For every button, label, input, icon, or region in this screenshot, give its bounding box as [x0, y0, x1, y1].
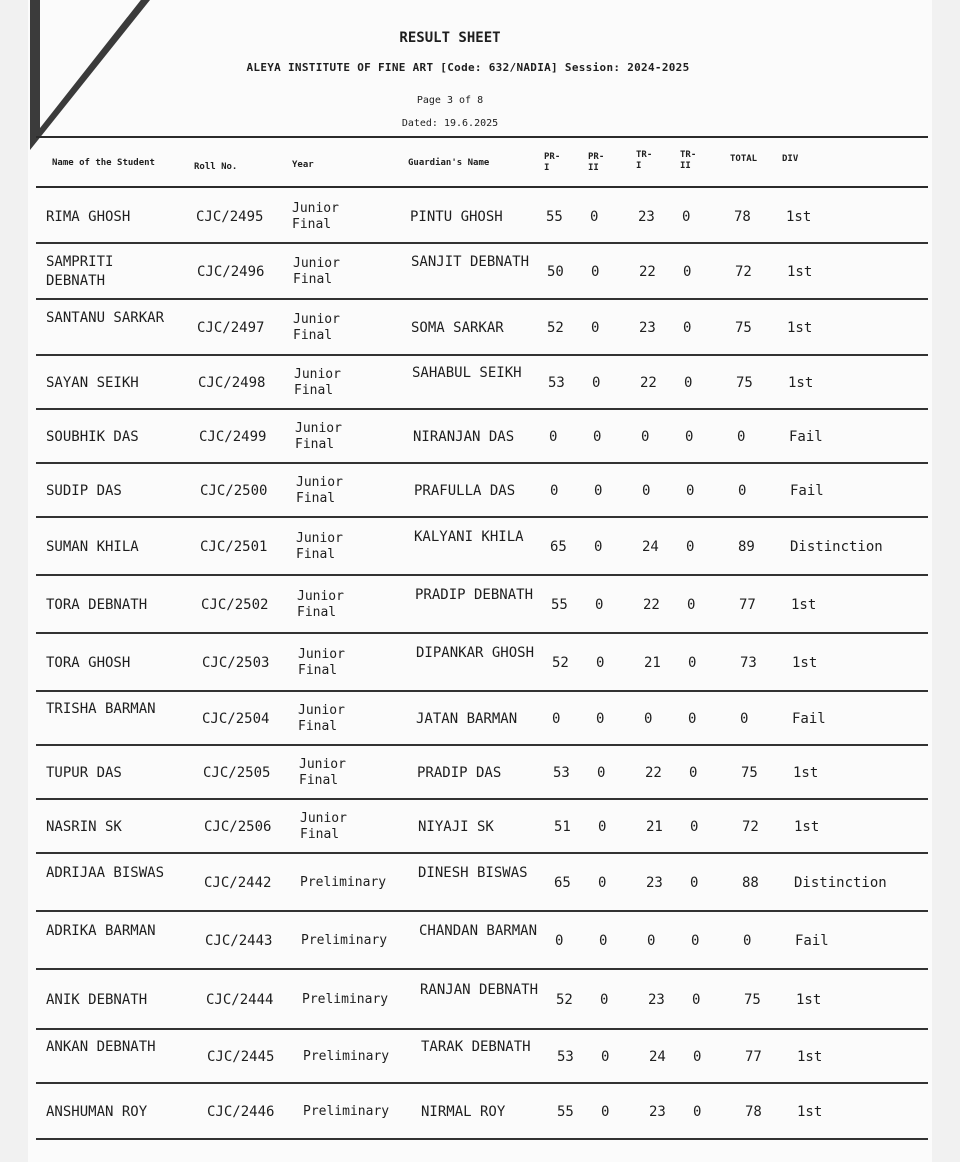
cell-guardian: DINESH BISWAS: [418, 865, 528, 881]
cell-name: RIMA GHOSH: [46, 209, 131, 225]
col-header-year: Year: [292, 160, 314, 170]
cell-total: 0: [743, 933, 752, 949]
cell-tr1: 24: [649, 1049, 666, 1065]
cell-roll: CJC/2502: [201, 597, 269, 613]
cell-pr1: 0: [549, 429, 558, 445]
cell-tr1: 22: [640, 375, 657, 391]
cell-year: Junior Final: [296, 531, 343, 562]
cell-tr1: 21: [644, 655, 661, 671]
cell-pr2: 0: [599, 933, 608, 949]
cell-div: 1st: [797, 1104, 823, 1120]
cell-tr2: 0: [687, 597, 696, 613]
table-row: [0, 970, 960, 1030]
cell-roll: CJC/2443: [205, 933, 273, 949]
cell-div: 1st: [797, 1049, 823, 1065]
cell-name: TORA GHOSH: [46, 655, 131, 671]
cell-roll: CJC/2445: [207, 1049, 275, 1065]
cell-pr1: 0: [555, 933, 564, 949]
cell-year: Preliminary: [303, 1049, 390, 1064]
cell-tr2: 0: [683, 320, 692, 336]
cell-pr1: 52: [556, 992, 573, 1008]
cell-guardian: JATAN BARMAN: [416, 711, 518, 727]
cell-pr2: 0: [598, 875, 607, 891]
cell-tr2: 0: [685, 429, 694, 445]
col-header-div: DIV: [782, 154, 799, 164]
cell-pr2: 0: [591, 320, 600, 336]
cell-guardian: RANJAN DEBNATH: [420, 982, 539, 998]
cell-total: 0: [738, 483, 747, 499]
cell-tr2: 0: [690, 819, 699, 835]
table-row: [0, 410, 960, 464]
cell-total: 78: [745, 1104, 762, 1120]
cell-pr2: 0: [594, 539, 603, 555]
col-header-total: TOTAL: [730, 154, 758, 164]
cell-pr2: 0: [594, 483, 603, 499]
cell-name: ADRIKA BARMAN: [46, 923, 156, 939]
cell-name: ANKAN DEBNATH: [46, 1039, 156, 1055]
cell-name: ANIK DEBNATH: [46, 992, 148, 1008]
cell-name: SANTANU SARKAR: [46, 310, 165, 326]
cell-year: Junior Final: [293, 256, 340, 287]
sheet-title: RESULT SHEET: [399, 30, 501, 46]
col-header-guardian: Guardian's Name: [408, 158, 490, 168]
cell-guardian: NIRANJAN DAS: [413, 429, 515, 445]
cell-roll: CJC/2442: [204, 875, 272, 891]
cell-year: Junior Final: [298, 647, 345, 678]
cell-tr2: 0: [690, 875, 699, 891]
cell-pr2: 0: [601, 1104, 610, 1120]
cell-tr2: 0: [688, 655, 697, 671]
table-row: [0, 1084, 960, 1140]
cell-guardian: NIYAJI SK: [418, 819, 494, 835]
cell-tr1: 23: [639, 320, 656, 336]
cell-pr2: 0: [600, 992, 609, 1008]
cell-roll: CJC/2498: [198, 375, 266, 391]
cell-pr1: 55: [557, 1104, 574, 1120]
cell-pr1: 53: [548, 375, 565, 391]
cell-guardian: TARAK DEBNATH: [421, 1039, 531, 1055]
table-row: [0, 854, 960, 912]
cell-tr1: 22: [639, 264, 656, 280]
cell-name: TUPUR DAS: [46, 765, 122, 781]
cell-pr2: 0: [597, 765, 606, 781]
cell-total: 77: [739, 597, 756, 613]
table-row: [0, 912, 960, 970]
cell-div: 1st: [787, 320, 813, 336]
cell-div: 1st: [791, 597, 817, 613]
cell-total: 72: [742, 819, 759, 835]
cell-year: Junior Final: [299, 757, 346, 788]
header-top-rule: [36, 136, 928, 138]
cell-roll: CJC/2500: [200, 483, 268, 499]
table-row: [0, 190, 960, 244]
table-row: [0, 464, 960, 518]
cell-div: 1st: [792, 655, 818, 671]
col-header-tr1: TR- I: [636, 150, 653, 171]
table-row: [0, 356, 960, 410]
cell-pr1: 52: [552, 655, 569, 671]
cell-total: 75: [741, 765, 758, 781]
cell-tr2: 0: [684, 375, 693, 391]
cell-tr2: 0: [686, 483, 695, 499]
cell-total: 89: [738, 539, 755, 555]
cell-pr2: 0: [592, 375, 601, 391]
cell-pr1: 51: [554, 819, 571, 835]
cell-year: Junior Final: [296, 475, 343, 506]
cell-guardian: PINTU GHOSH: [410, 209, 503, 225]
cell-tr2: 0: [693, 1104, 702, 1120]
cell-name: SAMPRITI DEBNATH: [46, 254, 114, 289]
cell-pr2: 0: [591, 264, 600, 280]
cell-div: Fail: [790, 483, 824, 499]
cell-tr2: 0: [682, 209, 691, 225]
col-header-pr1: PR- I: [544, 152, 561, 173]
cell-guardian: CHANDAN BARMAN: [419, 923, 538, 939]
cell-pr1: 53: [557, 1049, 574, 1065]
cell-div: Distinction: [790, 539, 883, 555]
cell-name: SOUBHIK DAS: [46, 429, 139, 445]
cell-tr1: 0: [644, 711, 653, 727]
cell-roll: CJC/2496: [197, 264, 265, 280]
cell-pr1: 65: [550, 539, 567, 555]
cell-tr1: 23: [646, 875, 663, 891]
cell-guardian: KALYANI KHILA: [414, 529, 524, 545]
col-header-tr2: TR- II: [680, 150, 697, 171]
cell-div: Distinction: [794, 875, 887, 891]
header-bottom-rule: [36, 186, 928, 188]
cell-div: 1st: [788, 375, 814, 391]
sheet-date: Dated: 19.6.2025: [401, 118, 499, 129]
cell-name: SUDIP DAS: [46, 483, 122, 499]
table-row: [0, 1030, 960, 1084]
cell-total: 0: [740, 711, 749, 727]
cell-tr2: 0: [693, 1049, 702, 1065]
cell-roll: CJC/2499: [199, 429, 267, 445]
cell-year: Preliminary: [302, 992, 389, 1007]
cell-tr1: 23: [638, 209, 655, 225]
cell-tr2: 0: [686, 539, 695, 555]
cell-guardian: PRADIP DAS: [417, 765, 502, 781]
row-divider: [36, 1138, 928, 1140]
cell-roll: CJC/2501: [200, 539, 268, 555]
cell-pr2: 0: [596, 711, 605, 727]
cell-name: NASRIN SK: [46, 819, 122, 835]
cell-tr1: 22: [643, 597, 660, 613]
cell-guardian: SANJIT DEBNATH: [411, 254, 530, 270]
cell-pr1: 65: [554, 875, 571, 891]
table-row: [0, 518, 960, 576]
cell-roll: CJC/2505: [203, 765, 271, 781]
cell-name: ADRIJAA BISWAS: [46, 865, 165, 881]
cell-div: 1st: [796, 992, 822, 1008]
cell-tr1: 22: [645, 765, 662, 781]
cell-roll: CJC/2446: [207, 1104, 275, 1120]
cell-name: SAYAN SEIKH: [46, 375, 139, 391]
cell-pr2: 0: [596, 655, 605, 671]
table-row: [0, 634, 960, 692]
cell-name: ANSHUMAN ROY: [46, 1104, 148, 1120]
table-row: [0, 244, 960, 300]
cell-name: SUMAN KHILA: [46, 539, 139, 555]
cell-roll: CJC/2497: [197, 320, 265, 336]
cell-div: 1st: [786, 209, 812, 225]
cell-pr1: 55: [551, 597, 568, 613]
cell-year: Junior Final: [294, 367, 341, 398]
table-row: [0, 576, 960, 634]
cell-year: Preliminary: [301, 933, 388, 948]
cell-pr1: 0: [550, 483, 559, 499]
cell-name: TRISHA BARMAN: [46, 701, 156, 717]
cell-roll: CJC/2503: [202, 655, 270, 671]
cell-pr2: 0: [595, 597, 604, 613]
col-header-pr2: PR- II: [588, 152, 605, 173]
cell-pr1: 55: [546, 209, 563, 225]
cell-guardian: NIRMAL ROY: [421, 1104, 506, 1120]
cell-roll: CJC/2444: [206, 992, 274, 1008]
cell-year: Junior Final: [300, 811, 347, 842]
table-row: [0, 692, 960, 746]
cell-tr1: 23: [649, 1104, 666, 1120]
cell-pr1: 0: [552, 711, 561, 727]
cell-pr2: 0: [601, 1049, 610, 1065]
cell-tr2: 0: [692, 992, 701, 1008]
cell-total: 75: [736, 375, 753, 391]
cell-total: 0: [737, 429, 746, 445]
cell-div: 1st: [793, 765, 819, 781]
cell-tr1: 0: [647, 933, 656, 949]
cell-total: 75: [744, 992, 761, 1008]
cell-year: Junior Final: [292, 201, 339, 232]
cell-tr2: 0: [683, 264, 692, 280]
cell-year: Junior Final: [297, 589, 344, 620]
cell-tr2: 0: [688, 711, 697, 727]
col-header-name: Name of the Student: [52, 158, 155, 168]
cell-roll: CJC/2506: [204, 819, 272, 835]
cell-div: 1st: [794, 819, 820, 835]
cell-total: 73: [740, 655, 757, 671]
cell-div: 1st: [787, 264, 813, 280]
cell-year: Junior Final: [293, 312, 340, 343]
cell-guardian: SAHABUL SEIKH: [412, 365, 522, 381]
table-row: [0, 300, 960, 356]
cell-pr1: 52: [547, 320, 564, 336]
cell-pr1: 50: [547, 264, 564, 280]
cell-guardian: SOMA SARKAR: [411, 320, 504, 336]
cell-div: Fail: [789, 429, 823, 445]
cell-tr2: 0: [691, 933, 700, 949]
cell-roll: CJC/2504: [202, 711, 270, 727]
cell-div: Fail: [792, 711, 826, 727]
cell-pr2: 0: [598, 819, 607, 835]
col-header-roll: Roll No.: [194, 162, 238, 172]
cell-guardian: PRADIP DEBNATH: [415, 587, 534, 603]
institute-line: ALEYA INSTITUTE OF FINE ART [Code: 632/NADIA] Session: 2024-2025: [246, 61, 690, 74]
table-row: [0, 746, 960, 800]
cell-year: Junior Final: [295, 421, 342, 452]
cell-total: 72: [735, 264, 752, 280]
cell-tr2: 0: [689, 765, 698, 781]
cell-tr1: 24: [642, 539, 659, 555]
cell-year: Junior Final: [298, 703, 345, 734]
cell-year: Preliminary: [303, 1104, 390, 1119]
cell-tr1: 21: [646, 819, 663, 835]
cell-total: 75: [735, 320, 752, 336]
cell-total: 78: [734, 209, 751, 225]
cell-pr2: 0: [593, 429, 602, 445]
cell-pr2: 0: [590, 209, 599, 225]
table-row: [0, 800, 960, 854]
cell-name: TORA DEBNATH: [46, 597, 148, 613]
cell-total: 88: [742, 875, 759, 891]
cell-tr1: 23: [648, 992, 665, 1008]
page-number: Page 3 of 8: [416, 95, 484, 106]
cell-div: Fail: [795, 933, 829, 949]
cell-guardian: DIPANKAR GHOSH: [416, 645, 535, 661]
cell-roll: CJC/2495: [196, 209, 264, 225]
cell-pr1: 53: [553, 765, 570, 781]
cell-year: Preliminary: [300, 875, 387, 890]
cell-total: 77: [745, 1049, 762, 1065]
cell-guardian: PRAFULLA DAS: [414, 483, 516, 499]
cell-tr1: 0: [641, 429, 650, 445]
cell-tr1: 0: [642, 483, 651, 499]
